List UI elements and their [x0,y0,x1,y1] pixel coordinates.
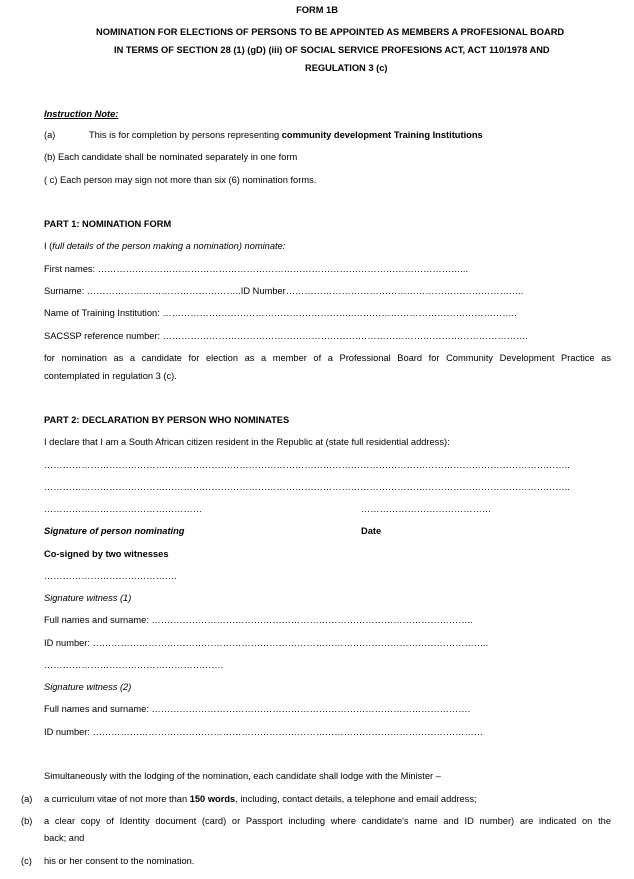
lodge-text: Simultaneously with the lodging of the nomination, each candidate shall lodge with the Minister – [44,771,441,781]
footer-b-line-1: a clear copy of Identity document (card) or Passport including where candidate's name and ID number) are indicated on the [44,816,611,826]
surname-id-field[interactable]: Surname: …………………………………………..ID Number………………………………………………………………….. [44,286,524,296]
witness2-full-names-field[interactable]: Full names and surname: …………………………………………………………………………………………. [44,704,471,714]
footer-c-marker: (c) [21,856,32,866]
witness1-signature-dots[interactable]: ……………………………………. [44,571,177,581]
footer-a-marker: (a) [21,794,33,804]
sacssp-field[interactable]: SACSSP reference number: ………………………………………………………………………………………………………. [44,331,528,341]
declaration-text: I declare that I am a South African citizen resident in the Republic at (state full residential address): [44,437,450,447]
witness2-signature-dots[interactable]: …………………………………………………. [44,660,224,670]
witness2-label: Signature witness (2) [44,682,132,692]
footer-a-text: a curriculum vitae of not more than 150 words, including, contact details, a telephone and email address; [44,794,477,804]
instruction-a-marker: (a) [44,130,56,140]
witness1-label: Signature witness (1) [44,593,132,603]
signature-label: Signature of person nominating [44,526,185,536]
instruction-b: (b) Each candidate shall be nominated separately in one form [44,152,298,162]
part1-title: PART 1: NOMINATION FORM [44,219,172,229]
footer-c-text: his or her consent to the nomination. [44,856,195,866]
date-label: Date [361,526,382,536]
footer-b-line-2: back; and [44,833,85,843]
cosigned-label: Co-signed by two witnesses [44,549,169,559]
instruction-c: ( c) Each person may sign not more than six (6) nomination forms. [44,175,317,185]
date-dots[interactable]: …………………………………… [361,504,492,514]
instruction-title: Instruction Note: [44,109,119,119]
first-names-field[interactable]: First names: ………………………………………………………………………………………………………... [44,264,469,274]
signature-dots[interactable]: …………………………………………… [44,504,203,514]
heading-line-2: IN TERMS OF SECTION 28 (1) (gD) (iii) OF SOCIAL SERVICE PROFESIONS ACT, ACT 110/1978 AND [114,45,550,55]
footer-b-marker: (b) [21,816,33,826]
instruction-a: This is for completion by persons representing community development Training Institutions [89,130,483,140]
witness1-id-field[interactable]: ID number: ……………………………………………………………………………………………………………….. [44,638,489,648]
part1-intro: I (full details of the person making a nomination) nominate: [44,241,286,251]
form-number: FORM 1B [296,5,338,15]
address-line-2[interactable]: …………………………………………………………………………………………………………………………………………………….. [44,482,570,492]
heading-line-1: NOMINATION FOR ELECTIONS OF PERSONS TO BE APPOINTED AS MEMBERS A PROFESIONAL BOARD [96,27,565,37]
address-line-1[interactable]: …………………………………………………………………………………………………………………………………………………….. [44,460,570,470]
heading-line-3: REGULATION 3 (c) [305,63,388,73]
nomination-text-line-1: for nomination as a candidate for election as a member of a Professional Board for Community Development Practice as [44,353,611,363]
institution-field[interactable]: Name of Training Institution: ……………………………………………………..…………………………………………….. [44,308,517,318]
part2-title: PART 2: DECLARATION BY PERSON WHO NOMINATES [44,415,290,425]
witness1-full-names-field[interactable]: Full names and surname: ………………………………………………………………………………………….. [44,615,473,625]
nomination-text-line-2: contemplated in regulation 3 (c). [44,371,177,381]
witness2-id-field[interactable]: ID number: ……………………………………………………………………………………………………………… [44,727,484,737]
